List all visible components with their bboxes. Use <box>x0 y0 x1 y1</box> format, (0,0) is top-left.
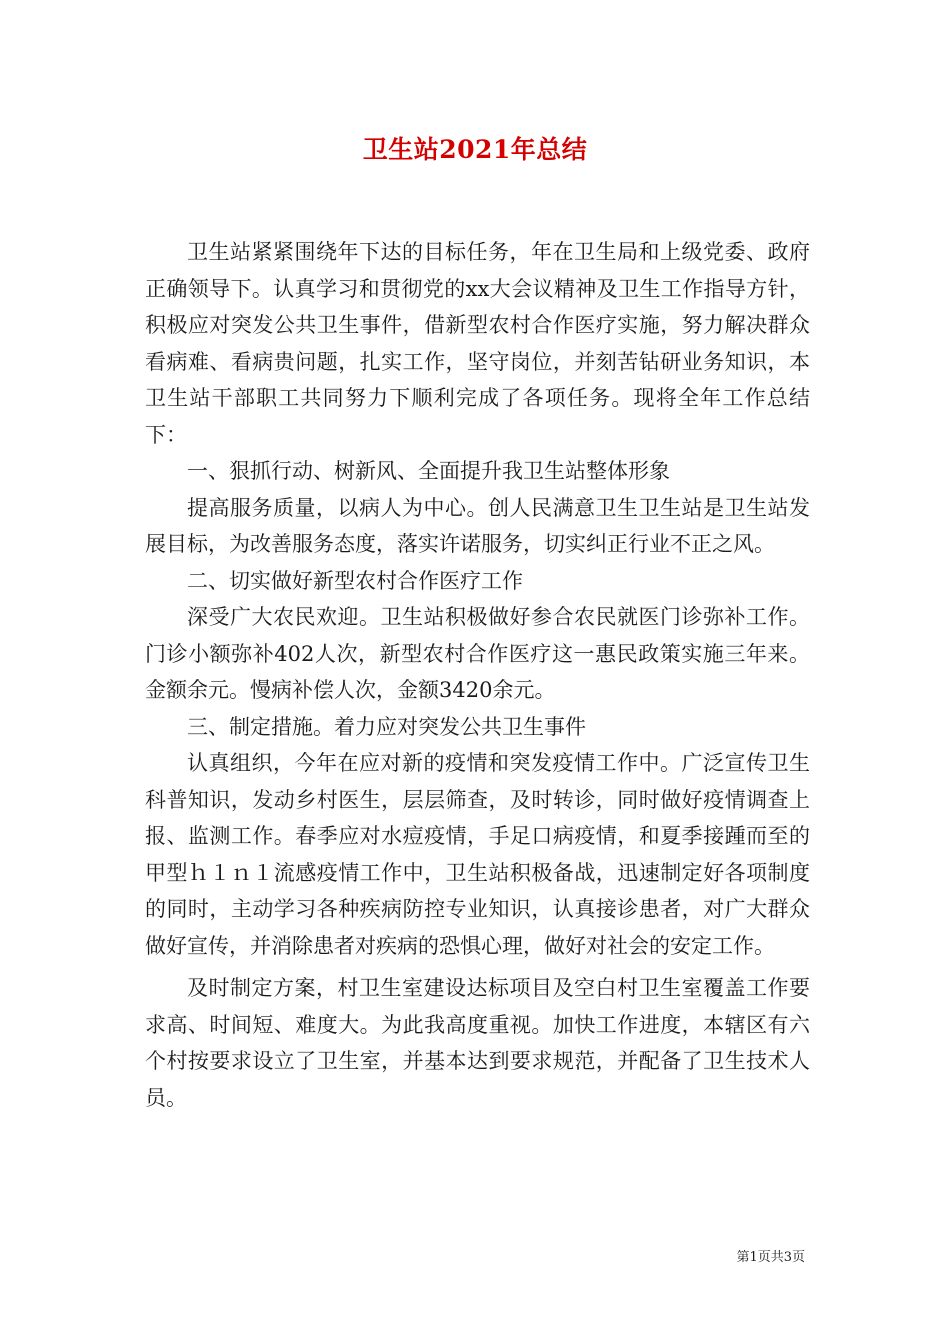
section-heading-1: 一、狠抓行动、树新风、全面提升我卫生站整体形象 <box>187 459 670 483</box>
section-heading-3: 三、制定措施。着力应对突发公共卫生事件 <box>187 714 586 739</box>
paragraph-section-2: 深受广大农民欢迎。卫生站积极做好参合农民就医门诊弥补工作。门诊小额弥补402人次，新型农村合作医疗这一惠民政策实施三年来。金额余元。慢病补偿人次，金额3420余元。 <box>145 605 810 702</box>
page-number: 第1页共3页 <box>736 1250 805 1265</box>
paragraph-intro: 卫生站紧紧围绕年下达的目标任务，年在卫生局和上级党委、政府正确领导下。认真学习和贯彻党的xx大会议精神及卫生工作指导方针，积极应对突发公共卫生事件，借新型农村合作医疗实施，努力解决群众看病难、看病贵问题，扎实工作，坚守岗位，并刻苦钻研业务知识，本卫生站干部职工共同努力下顺利完成了各项任务。现将全年工作总结下： <box>145 240 810 447</box>
document-title: 卫生站2021年总结 <box>362 135 588 164</box>
paragraph-section-3: 认真组织，今年在应对新的疫情和突发疫情工作中。广泛宣传卫生科普知识，发动乡村医生，层层筛查，及时转诊，同时做好疫情调查上报、监测工作。春季应对水痘疫情，手足口病疫情，和夏季接踵而至的甲型ｈ１ｎ１流感疫情工作中，卫生站积极备战，迅速制定好各项制度的同时，主动学习各种疾病防控专业知识，认真接诊患者，对广大群众做好宣传，并消除患者对疾病的恐惧心理，做好对社会的安定工作。 <box>145 751 810 958</box>
document-body <box>145 234 810 1116</box>
paragraph-section-3-cont: 及时制定方案，村卫生室建设达标项目及空白村卫生室覆盖工作要求高、时间短、难度大。为此我高度重视。加快工作进度，本辖区有六个村按要求设立了卫生室，并基本达到要求规范，并配备了卫生技术人员。 <box>145 976 810 1110</box>
section-heading-2: 二、切实做好新型农村合作医疗工作 <box>187 568 523 593</box>
paragraph-section-1: 提高服务质量，以病人为中心。创人民满意卫生卫生站是卫生站发展目标，为改善服务态度，落实许诺服务，切实纠正行业不正之风。 <box>145 495 810 556</box>
